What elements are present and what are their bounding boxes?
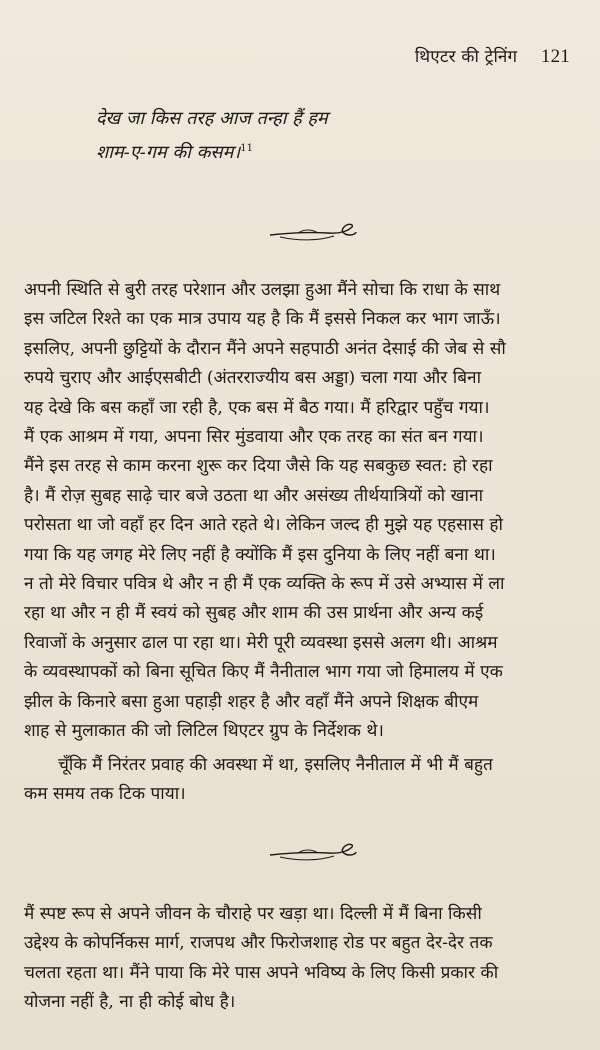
paragraph-2 <box>24 751 582 810</box>
paragraph-line: रहा था और न ही मैं स्वयं को सुबह और शाम की उस प्रार्थना और अन्य कई <box>24 603 484 624</box>
paragraph-line: रुपये चुराए और आईएसबीटी (अंतरराज्यीय बस अड्डा) चला गया और बिना <box>24 368 482 389</box>
paragraph-3 <box>24 900 582 1018</box>
paragraph-line: शाह से मुलाकात की जो लिटिल थिएटर ग्रुप के निर्देशक थे। <box>24 721 384 742</box>
section-break-ornament-icon <box>268 840 358 866</box>
paragraph-line: मैंने इस तरह से काम करना शुरू कर दिया जैसे कि यह सबकुछ स्वत: हो रहा <box>24 456 493 477</box>
running-header <box>415 44 570 68</box>
paragraph-line: उद्देश्य के कोपर्निकस मार्ग, राजपथ और फिरोजशाह रोड पर बहुत देर-देर तक <box>24 933 493 954</box>
paragraph-line: इस जटिल रिश्ते का एक मात्र उपाय यह है कि मैं इससे निकल कर भाग जाऊँ। <box>24 309 501 330</box>
paragraph-line: है। मैं रोज़ सुबह साढ़े चार बजे उठता था और असंख्य तीर्थयात्रियों को खाना <box>24 485 484 506</box>
paragraph-line: योजना नहीं है, ना ही कोई बोध है। <box>24 992 236 1013</box>
paragraph-line: के व्यवस्थापकों को बिना सूचित किए मैं नैनीताल भाग गया जो हिमालय में एक <box>24 662 503 683</box>
page-number: 121 <box>540 46 570 67</box>
paragraph-line: कम समय तक टिक पाया। <box>24 784 186 805</box>
poem-line-2 <box>96 134 556 168</box>
section-break-ornament-icon <box>268 220 358 246</box>
paragraph-line: इसलिए, अपनी छुट्टियों के दौरान मैंने अपने सहपाठी अनंत देसाई की जेब से सौ <box>24 338 506 359</box>
paragraph-line: मैं स्पष्ट रूप से अपने जीवन के चौराहे पर खड़ा था। दिल्ली में मैं बिना किसी <box>24 904 482 924</box>
paragraph-line: झील के किनारे बसा हुआ पहाड़ी शहर है और वहाँ मैंने अपने शिक्षक बीएम <box>24 691 479 712</box>
paragraph-line: चूँकि मैं निरंतर प्रवाह की अवस्था में था, इसलिए नैनीताल में भी मैं बहुत <box>58 755 493 775</box>
footnote-reference: 11 <box>240 143 253 154</box>
paragraph-line: मैं एक आश्रम में गया, अपना सिर मुंडवाया और एक तरह का संत बन गया। <box>24 427 484 448</box>
paragraph-line: चलता रहता था। मैंने पाया कि मेरे पास अपने भविष्य के लिए किसी प्रकार की <box>24 962 499 983</box>
poem-line-1: देख जा किस तरह आज तन्हा हैं हम <box>96 108 328 129</box>
paragraph-line: रिवाजों के अनुसार ढाल पा रहा था। मेरी पूरी व्यवस्था इससे अलग थी। आश्रम <box>24 632 498 653</box>
paragraph-line: यह देखे कि बस कहाँ जा रही है, एक बस में बैठ गया। मैं हरिद्वार पहुँच गया। <box>24 397 490 418</box>
paragraph-1 <box>24 276 582 747</box>
poem-quote <box>96 104 556 168</box>
paragraph-line: न तो मेरे विचार पवित्र थे और न ही मैं एक व्यक्ति के रूप में उसे अभ्यास में ला <box>24 574 505 595</box>
chapter-title: थिएटर की ट्रेनिंग <box>414 47 518 67</box>
paragraph-line: गया कि यह जगह मेरे लिए नहीं है क्योंकि मैं इस दुनिया के लिए नहीं बना था। <box>24 544 496 565</box>
poem-line-2-text: शाम-ए-गम की कसम। <box>96 142 241 163</box>
paragraph-line: परोसता था जो वहाँ हर दिन आते रहते थे। लेकिन जल्द ही मुझे यह एहसास हो <box>24 515 503 536</box>
paragraph-line: अपनी स्थिति से बुरी तरह परेशान और उलझा हुआ मैंने सोचा कि राधा के साथ <box>24 280 501 300</box>
